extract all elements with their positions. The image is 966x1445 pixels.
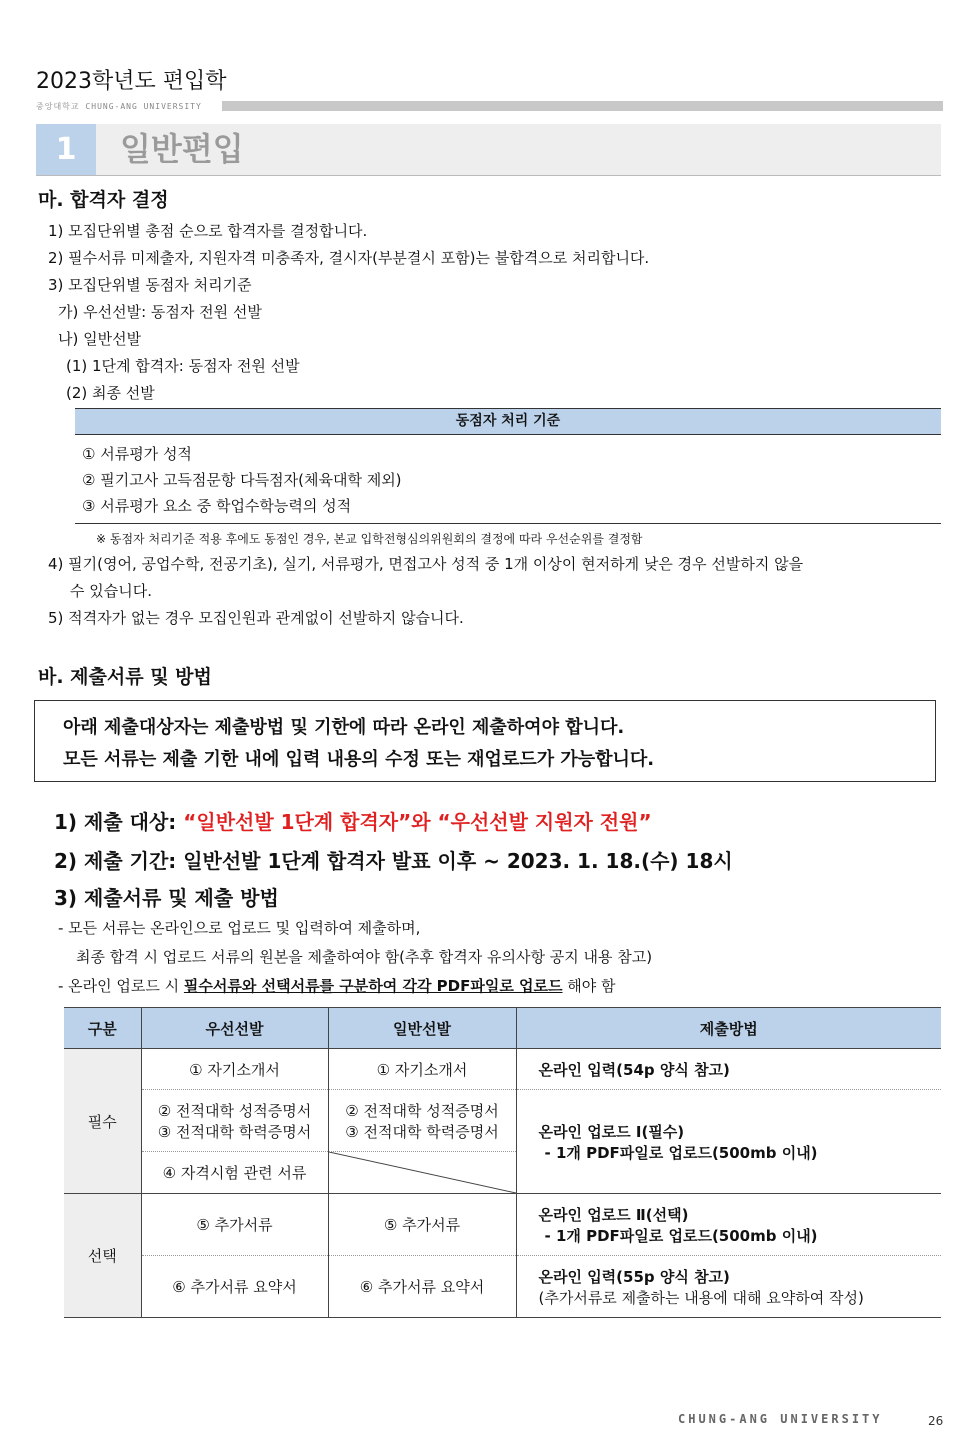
cell-method-line-a: 온라인 입력(55p 양식 참고) (538, 1267, 730, 1286)
criteria-item-2: ② 필기고사 고득점문항 다득점자(체육대학 제외) (82, 471, 402, 489)
ma-line-1: 1) 모집단위별 총점 순으로 합격자를 결정합니다. (48, 222, 368, 240)
criteria-bottom-rule (75, 523, 941, 524)
bullet-2-underlined: 필수서류와 선택서류를 구분하여 각각 PDF파일로 업로드 (183, 977, 563, 995)
heading-ba: 바. 제출서류 및 방법 (38, 666, 212, 688)
submission-period: 2) 제출 기간: 일반선발 1단계 합격자 발표 이후 ~ 2023. 1. 18.(수) 18시 (54, 849, 733, 873)
section-number: 1 (36, 124, 96, 175)
submission-target-label: 1) 제출 대상: (54, 810, 184, 834)
cell-method-line-b: (추가서류로 제출하는 내용에 대해 요약하여 작성) (538, 1288, 864, 1307)
cell-general-line-a: ② 전적대학 성적증명서 (345, 1101, 499, 1120)
cell-general-empty (328, 1152, 516, 1194)
col-header-priority: 우선선발 (141, 1008, 328, 1049)
cell-priority-line-a: ② 전적대학 성적증명서 (157, 1101, 312, 1120)
bullet-1a: - 모든 서류는 온라인으로 업로드 및 입력하여 제출하며, (58, 919, 421, 937)
col-header-method: 제출방법 (516, 1008, 941, 1049)
cell-general: ⑥ 추가서류 요약서 (328, 1256, 516, 1318)
cell-priority: ④ 자격시험 관련 서류 (141, 1152, 328, 1194)
cell-priority: ⑤ 추가서류 (141, 1194, 328, 1256)
ma-line-3b1: (1) 1단계 합격자: 동점자 전원 선발 (66, 357, 300, 375)
table-row (64, 1256, 941, 1318)
university-subtitle: 중앙대학교 CHUNG-ANG UNIVERSITY (36, 102, 202, 111)
ma-line-4b: 수 있습니다. (70, 582, 152, 600)
bullet-2-pre: - 온라인 업로드 시 (58, 977, 184, 995)
criteria-item-1: ① 서류평가 성적 (82, 445, 192, 463)
cell-priority-line-b: ③ 전적대학 학력증명서 (157, 1122, 312, 1141)
submission-table (64, 1007, 941, 1318)
section-title: 일반편입 (120, 130, 244, 168)
cell-method (516, 1194, 941, 1256)
category-optional: 선택 (64, 1194, 141, 1318)
cell-method (516, 1090, 941, 1194)
table-row (64, 1090, 941, 1152)
table-row (64, 1194, 941, 1256)
cell-method-line-a: 온라인 업로드 Ⅱ(선택) (538, 1205, 689, 1224)
submission-method-heading: 3) 제출서류 및 제출 방법 (54, 886, 279, 910)
bullet-2 (58, 975, 616, 996)
cell-general: ⑤ 추가서류 (328, 1194, 516, 1256)
ma-line-3a: 가) 우선선발: 동점자 전원 선발 (58, 303, 262, 321)
criteria-item-3: ③ 서류평가 요소 중 학업수학능력의 성적 (82, 497, 352, 515)
ma-line-3b2: (2) 최종 선발 (66, 384, 155, 402)
cell-method-line-b: - 1개 PDF파일로 업로드(500mb 이내) (544, 1143, 818, 1162)
cell-priority (141, 1090, 328, 1152)
cell-method (516, 1256, 941, 1318)
ma-line-5: 5) 적격자가 없는 경우 모집인원과 관계없이 선발하지 않습니다. (48, 609, 464, 627)
cell-method-line-a: 온라인 업로드 Ⅰ(필수) (538, 1122, 685, 1141)
ma-line-3b: 나) 일반선발 (58, 330, 142, 348)
ma-line-2: 2) 필수서류 미제출자, 지원자격 미충족자, 결시자(부분결시 포함)는 불합격으로 처리합니다. (48, 249, 650, 267)
submission-target-value: “일반선발 1단계 합격자”와 “우선선발 지원자 전원” (183, 810, 652, 834)
ma-line-4a: 4) 필기(영어, 공업수학, 전공기초), 실기, 서류평가, 면접고사 성적 중 1개 이상이 현저하게 낮은 경우 선발하지 않을 (48, 555, 804, 573)
table-header-row (64, 1008, 941, 1049)
cell-priority: ⑥ 추가서류 요약서 (141, 1256, 328, 1318)
col-header-general: 일반선발 (328, 1008, 516, 1049)
bullet-2-post: 해야 함 (562, 977, 616, 995)
diagonal-slash (329, 1152, 516, 1193)
submission-target (54, 806, 652, 835)
notice-line-2: 모든 서류는 제출 기한 내에 입력 내용의 수정 또는 재업로드가 가능합니다. (63, 749, 655, 770)
bullet-1b: 최종 합격 시 업로드 서류의 원본을 제출하여야 함(추후 합격자 유의사항 공지 내용 참고) (76, 948, 653, 966)
col-header-category: 구분 (64, 1008, 141, 1049)
footer-brand: CHUNG-ANG UNIVERSITY (678, 1412, 883, 1426)
cell-general-line-b: ③ 전적대학 학력증명서 (345, 1122, 499, 1141)
cell-priority: ① 자기소개서 (141, 1049, 328, 1090)
cell-method: 온라인 입력(54p 양식 참고) (516, 1049, 941, 1090)
notice-box (34, 700, 936, 782)
tiebreak-note: ※ 동점자 처리기준 적용 후에도 동점인 경우, 본교 입학전형심의위원회의 결정에 따라 우선순위를 결정함 (96, 532, 643, 546)
header-bar (222, 101, 943, 111)
category-required: 필수 (64, 1049, 141, 1194)
heading-ma: 마. 합격자 결정 (38, 189, 169, 211)
cell-general (328, 1090, 516, 1152)
ma-line-3: 3) 모집단위별 동점자 처리기준 (48, 276, 252, 294)
notice-line-1: 아래 제출대상자는 제출방법 및 기한에 따라 온라인 제출하여야 합니다. (63, 717, 625, 738)
table-row (64, 1049, 941, 1090)
section-divider (36, 175, 941, 176)
document-title: 2023학년도 편입학 (36, 69, 227, 94)
cell-method-line-b: - 1개 PDF파일로 업로드(500mb 이내) (544, 1226, 818, 1245)
tiebreak-criteria-header: 동점자 처리 기준 (75, 408, 941, 435)
page-number: 26 (928, 1414, 944, 1428)
section-banner (36, 124, 941, 175)
cell-general: ① 자기소개서 (328, 1049, 516, 1090)
